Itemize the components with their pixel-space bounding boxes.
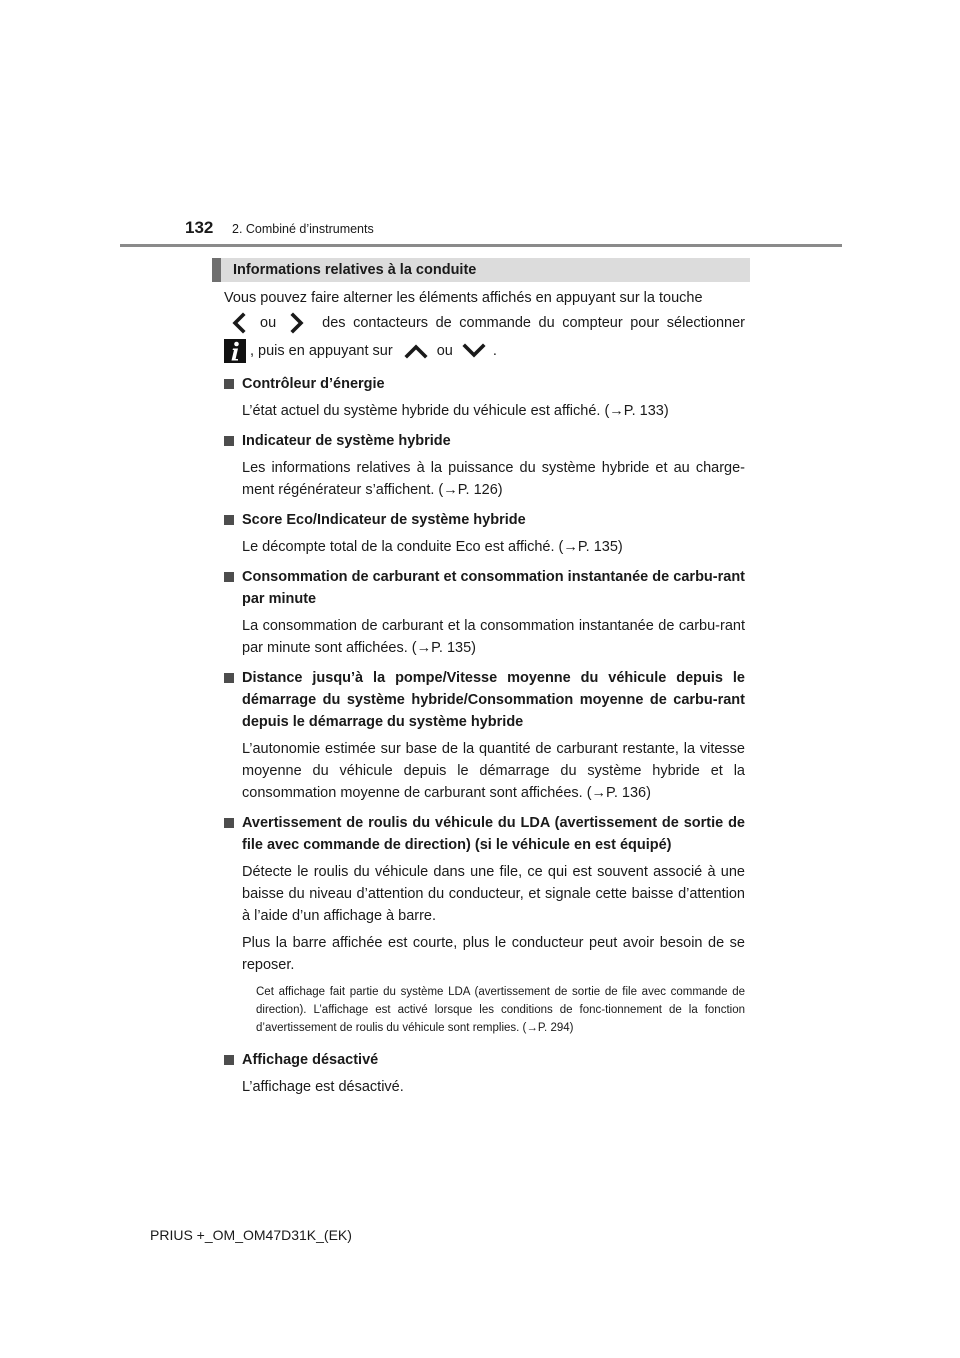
bullet-icon	[224, 436, 234, 446]
intro-line-3-end: .	[492, 343, 497, 359]
list-item-range-average	[224, 667, 745, 804]
info-icon	[224, 339, 246, 363]
page-content	[224, 287, 745, 1098]
chevron-right-icon	[286, 312, 308, 334]
item-title: Consommation de carburant et consommation instantanée de carbu-rant par minute	[242, 569, 745, 607]
list-item-eco-score	[224, 509, 745, 558]
item-title: Indicateur de système hybride	[242, 433, 451, 449]
chapter-title: 2. Combiné d’instruments	[232, 222, 374, 236]
section-title: Informations relatives à la conduite	[233, 262, 477, 278]
item-title: Affichage désactivé	[242, 1052, 379, 1068]
item-title: Distance jusqu’à la pompe/Vitesse moyenne du véhicule depuis le démarrage du système hybride/Consommation moyenne de carbu-rant depuis le démarrage du système hybride	[242, 670, 745, 730]
or-text: ou	[436, 343, 453, 359]
chevron-up-icon	[403, 342, 429, 360]
list-item-lda-sway-warning	[224, 812, 745, 1037]
chevron-down-icon	[461, 342, 487, 360]
header-divider	[120, 244, 842, 247]
section-header	[212, 258, 750, 282]
item-text: Le décompte total de la conduite Eco est affiché. (→P. 135)	[242, 539, 623, 555]
bullet-icon	[224, 515, 234, 525]
footer-code: PRIUS +_OM_OM47D31K_(EK)	[150, 1227, 352, 1243]
chevron-left-icon	[228, 312, 250, 334]
bullet-icon	[224, 379, 234, 389]
list-item-display-off	[224, 1049, 745, 1098]
item-text: Plus la barre affichée est courte, plus le conducteur peut avoir besoin de se reposer.	[242, 935, 745, 973]
item-note: Cet affichage fait partie du système LDA (avertissement de sortie de file avec commande de direction). L’affichage est activé lorsque les conditions de fonc-tionnement de la fonction d’avertissement de roulis du véhicule sont remplies. (→P. 294)	[256, 986, 745, 1034]
item-text: L’état actuel du système hybride du véhicule est affiché. (→P. 133)	[242, 403, 669, 419]
bullet-icon	[224, 572, 234, 582]
list-item-energy-monitor	[224, 373, 745, 422]
list-item-fuel-consumption	[224, 566, 745, 659]
intro-line-1: Vous pouvez faire alterner les éléments affichés en appuyant sur la touche	[224, 290, 703, 306]
bullet-icon	[224, 818, 234, 828]
item-text: Détecte le roulis du véhicule dans une file, ce qui est souvent associé à une baisse du niveau d’attention du conducteur, et signale cette baisse d’attention à l’aide d’un affichage à barre.	[242, 864, 745, 924]
bullet-icon	[224, 1055, 234, 1065]
item-title: Score Eco/Indicateur de système hybride	[242, 512, 526, 528]
item-title: Contrôleur d’énergie	[242, 376, 385, 392]
item-text: L’affichage est désactivé.	[242, 1079, 404, 1095]
bullet-icon	[224, 673, 234, 683]
intro-line-3	[224, 337, 745, 365]
intro-line-3-text: , puis en appuyant sur	[250, 343, 393, 359]
item-text: La consommation de carburant et la consommation instantanée de carbu-rant par minute sont affichées. (→P. 135)	[242, 618, 745, 656]
item-text: Les informations relatives à la puissance du système hybride et au charge-ment régénérateur s’affichent. (→P. 126)	[242, 460, 745, 498]
item-text: L’autonomie estimée sur base de la quantité de carburant restante, la vitesse moyenne du véhicule depuis le démarrage du système hybride et la consommation moyenne de carburant sont affichées. (→P. 136)	[242, 741, 745, 801]
or-text: ou	[260, 315, 277, 331]
page-number: 132	[185, 218, 214, 237]
item-title: Avertissement de roulis du véhicule du LDA (avertissement de sortie de file avec commande de direction) (si le véhicule en est équipé)	[242, 815, 745, 853]
intro-line-2-text: des contacteurs de commande du compteur pour sélectionner	[322, 315, 745, 331]
intro-line-2	[224, 309, 745, 337]
list-item-hybrid-indicator	[224, 430, 745, 501]
